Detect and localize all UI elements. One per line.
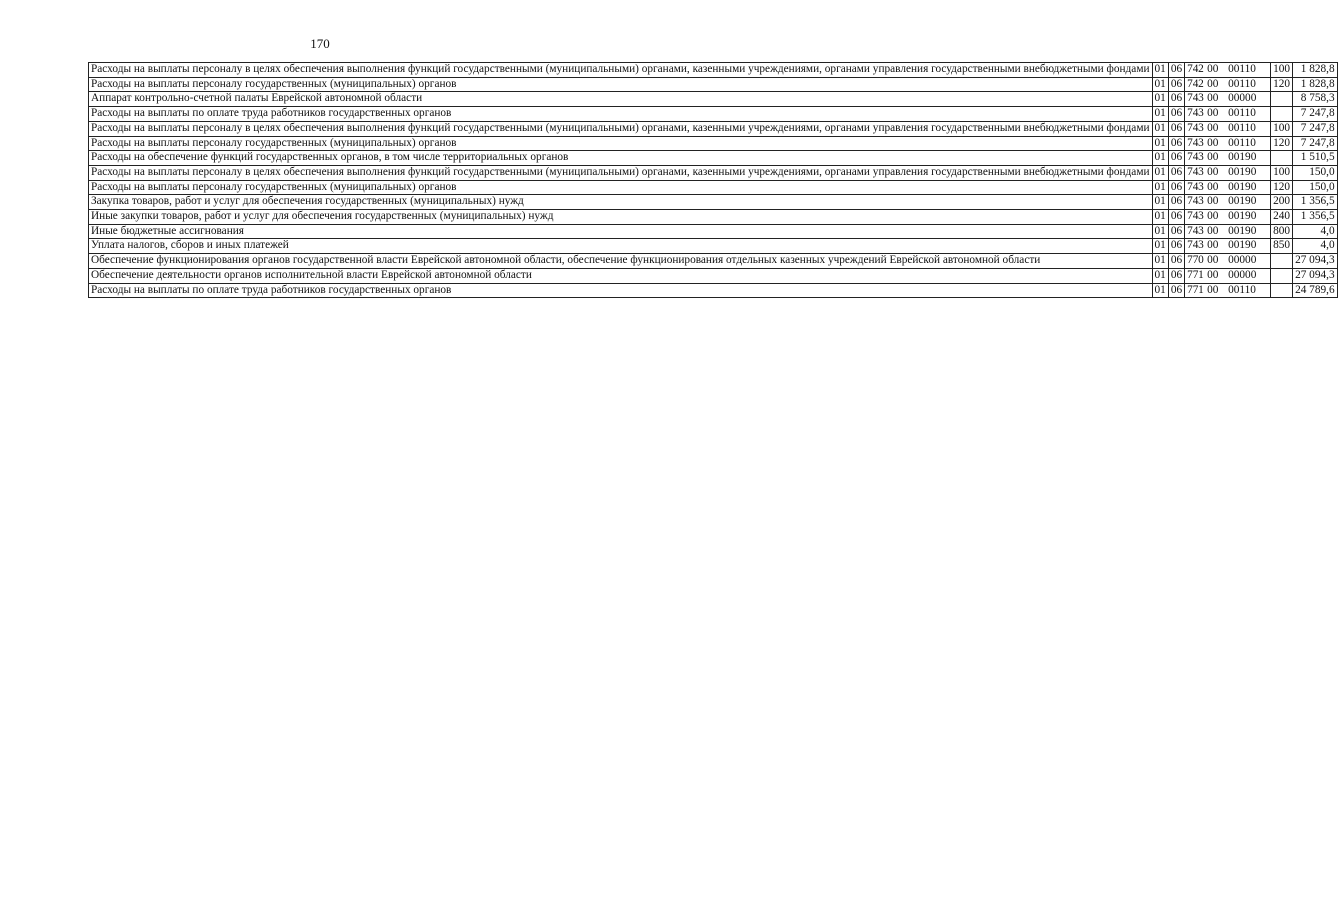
target-article-code-cell xyxy=(1185,254,1271,269)
subsection-code-cell: 06 xyxy=(1168,195,1184,210)
expense-name-cell: Расходы на выплаты персоналу государственных (муниципальных) органов xyxy=(89,180,1153,195)
target-article-code-cell xyxy=(1185,121,1271,136)
amount-cell: 7 247,8 xyxy=(1293,121,1338,136)
target-article-code-part: 3 xyxy=(1198,195,1204,208)
expense-name-cell: Расходы на выплаты персоналу государственных (муниципальных) органов xyxy=(89,136,1153,151)
target-article-code-part: 00110 xyxy=(1228,63,1256,75)
expense-name-cell: Иные бюджетные ассигнования xyxy=(89,224,1153,239)
target-article-code-part: 00 xyxy=(1207,180,1219,193)
table-row xyxy=(89,268,1338,283)
table-row xyxy=(89,165,1338,180)
target-article-code-part: 74 xyxy=(1187,195,1199,208)
budget-table-body xyxy=(89,63,1338,298)
table-row xyxy=(89,63,1338,78)
target-article-code-part: 00 xyxy=(1207,63,1219,75)
expense-name-cell: Аппарат контрольно-счетной палаты Еврейской автономной области xyxy=(89,92,1153,107)
target-article-code-part: 3 xyxy=(1198,121,1204,134)
amount-cell: 27 094,3 xyxy=(1293,254,1338,269)
target-article-code-part: 3 xyxy=(1198,224,1204,237)
target-article-code-part: 00000 xyxy=(1228,92,1257,105)
amount-cell: 4,0 xyxy=(1293,224,1338,239)
target-article-code-part: 00 xyxy=(1207,165,1219,178)
expense-type-code-cell: 200 xyxy=(1271,195,1293,210)
subsection-code-cell: 06 xyxy=(1168,121,1184,136)
expense-name-cell: Расходы на выплаты персоналу государственных (муниципальных) органов xyxy=(89,77,1153,92)
target-article-code-part: 00 xyxy=(1207,224,1219,237)
subsection-code-cell: 06 xyxy=(1168,165,1184,180)
target-article-code-part: 00 xyxy=(1207,107,1219,120)
target-article-code-part: 0 xyxy=(1198,254,1204,267)
expense-name-cell: Расходы на выплаты персоналу в целях обеспечения выполнения функций государственными (муниципальными) органами, казенными учреждениями, органами управления государственными внебюджетными фондами xyxy=(89,165,1153,180)
expense-name-cell: Обеспечение деятельности органов исполнительной власти Еврейской автономной области xyxy=(89,268,1153,283)
target-article-code-cell xyxy=(1185,107,1271,122)
target-article-code-cell xyxy=(1185,224,1271,239)
expense-name-cell: Закупка товаров, работ и услуг для обеспечения государственных (муниципальных) нужд xyxy=(89,195,1153,210)
target-article-code-part: 74 xyxy=(1187,63,1199,75)
section-code-cell: 01 xyxy=(1152,239,1168,254)
subsection-code-cell: 06 xyxy=(1168,239,1184,254)
target-article-code-part: 3 xyxy=(1198,136,1204,149)
target-article-code-part: 1 xyxy=(1198,268,1204,281)
expense-name-cell: Иные закупки товаров, работ и услуг для обеспечения государственных (муниципальных) нужд xyxy=(89,210,1153,225)
table-row xyxy=(89,151,1338,166)
target-article-code-part: 00 xyxy=(1207,151,1219,164)
table-row xyxy=(89,180,1338,195)
target-article-code-part: 2 xyxy=(1198,77,1204,90)
target-article-code-part: 00 xyxy=(1207,195,1219,208)
subsection-code-cell: 06 xyxy=(1168,268,1184,283)
expense-name-cell: Обеспечение функционирования органов государственной власти Еврейской автономной области, обеспечение функционирования отдельных казенных учреждений Еврейской автономной области xyxy=(89,254,1153,269)
target-article-code-cell xyxy=(1185,239,1271,254)
section-code-cell: 01 xyxy=(1152,136,1168,151)
expense-name-cell: Расходы на выплаты персоналу в целях обеспечения выполнения функций государственными (муниципальными) органами, казенными учреждениями, органами управления государственными внебюджетными фондами xyxy=(89,63,1153,78)
target-article-code-part: 00 xyxy=(1207,254,1219,267)
table-row xyxy=(89,77,1338,92)
target-article-code-part: 77 xyxy=(1187,268,1199,281)
subsection-code-cell: 06 xyxy=(1168,63,1184,78)
target-article-code-cell xyxy=(1185,165,1271,180)
expense-name-cell: Расходы на обеспечение функций государственных органов, в том числе территориальных органов xyxy=(89,151,1153,166)
section-code-cell: 01 xyxy=(1152,180,1168,195)
target-article-code-cell xyxy=(1185,63,1271,78)
target-article-code-part: 00190 xyxy=(1228,195,1257,208)
target-article-code-part: 74 xyxy=(1187,136,1199,149)
table-row xyxy=(89,92,1338,107)
expense-type-code-cell: 240 xyxy=(1271,210,1293,225)
expense-name-cell: Расходы на выплаты по оплате труда работников государственных органов xyxy=(89,283,1153,298)
subsection-code-cell: 06 xyxy=(1168,224,1184,239)
target-article-code-cell xyxy=(1185,151,1271,166)
amount-cell: 27 094,3 xyxy=(1293,268,1338,283)
target-article-code-part: 00 xyxy=(1207,210,1219,223)
expense-type-code-cell: 850 xyxy=(1271,239,1293,254)
target-article-code-part: 3 xyxy=(1198,92,1204,105)
target-article-code-part: 74 xyxy=(1187,210,1199,223)
target-article-code-cell xyxy=(1185,268,1271,283)
target-article-code-part: 77 xyxy=(1187,283,1199,296)
section-code-cell: 01 xyxy=(1152,151,1168,166)
subsection-code-cell: 06 xyxy=(1168,92,1184,107)
section-code-cell: 01 xyxy=(1152,283,1168,298)
expense-name-cell: Расходы на выплаты персоналу в целях обеспечения выполнения функций государственными (муниципальными) органами, казенными учреждениями, органами управления государственными внебюджетными фондами xyxy=(89,121,1153,136)
target-article-code-cell xyxy=(1185,77,1271,92)
table-row xyxy=(89,121,1338,136)
amount-cell: 4,0 xyxy=(1293,239,1338,254)
section-code-cell: 01 xyxy=(1152,77,1168,92)
target-article-code-part: 00110 xyxy=(1228,136,1256,149)
target-article-code-part: 00 xyxy=(1207,121,1219,134)
amount-cell: 150,0 xyxy=(1293,165,1338,180)
target-article-code-part: 00110 xyxy=(1228,107,1256,120)
amount-cell: 1 356,5 xyxy=(1293,210,1338,225)
target-article-code-part: 74 xyxy=(1187,180,1199,193)
table-row xyxy=(89,239,1338,254)
target-article-code-part: 00190 xyxy=(1228,224,1257,237)
section-code-cell: 01 xyxy=(1152,92,1168,107)
subsection-code-cell: 06 xyxy=(1168,210,1184,225)
target-article-code-part: 00110 xyxy=(1228,283,1256,296)
expense-type-code-cell: 100 xyxy=(1271,121,1293,136)
expense-type-code-cell xyxy=(1271,268,1293,283)
expense-type-code-cell xyxy=(1271,254,1293,269)
target-article-code-cell xyxy=(1185,210,1271,225)
amount-cell: 7 247,8 xyxy=(1293,136,1338,151)
section-code-cell: 01 xyxy=(1152,121,1168,136)
subsection-code-cell: 06 xyxy=(1168,254,1184,269)
expense-type-code-cell: 100 xyxy=(1271,63,1293,78)
subsection-code-cell: 06 xyxy=(1168,283,1184,298)
target-article-code-part: 1 xyxy=(1198,283,1204,296)
expense-type-code-cell: 120 xyxy=(1271,77,1293,92)
target-article-code-part: 3 xyxy=(1198,210,1204,223)
expense-type-code-cell: 800 xyxy=(1271,224,1293,239)
table-row xyxy=(89,195,1338,210)
target-article-code-part: 77 xyxy=(1187,254,1199,267)
target-article-code-part: 74 xyxy=(1187,107,1199,120)
amount-cell: 1 828,8 xyxy=(1293,63,1338,78)
subsection-code-cell: 06 xyxy=(1168,180,1184,195)
section-code-cell: 01 xyxy=(1152,268,1168,283)
target-article-code-part: 00190 xyxy=(1228,210,1257,223)
target-article-code-part: 00190 xyxy=(1228,165,1257,178)
subsection-code-cell: 06 xyxy=(1168,107,1184,122)
expense-type-code-cell xyxy=(1271,92,1293,107)
section-code-cell: 01 xyxy=(1152,254,1168,269)
amount-cell: 150,0 xyxy=(1293,180,1338,195)
target-article-code-part: 00 xyxy=(1207,136,1219,149)
expense-type-code-cell: 120 xyxy=(1271,180,1293,195)
target-article-code-part: 00190 xyxy=(1228,151,1257,164)
section-code-cell: 01 xyxy=(1152,210,1168,225)
target-article-code-part: 74 xyxy=(1187,92,1199,105)
amount-cell: 24 789,6 xyxy=(1293,283,1338,298)
expense-type-code-cell xyxy=(1271,107,1293,122)
target-article-code-part: 00 xyxy=(1207,92,1219,105)
target-article-code-part: 74 xyxy=(1187,165,1199,178)
amount-cell: 1 356,5 xyxy=(1293,195,1338,210)
target-article-code-part: 3 xyxy=(1198,239,1204,252)
expense-type-code-cell xyxy=(1271,283,1293,298)
expense-type-code-cell: 120 xyxy=(1271,136,1293,151)
target-article-code-cell xyxy=(1185,136,1271,151)
table-row xyxy=(89,136,1338,151)
target-article-code-part: 00190 xyxy=(1228,239,1257,252)
table-row xyxy=(89,107,1338,122)
amount-cell: 7 247,8 xyxy=(1293,107,1338,122)
section-code-cell: 01 xyxy=(1152,107,1168,122)
target-article-code-cell xyxy=(1185,283,1271,298)
target-article-code-part: 74 xyxy=(1187,77,1199,90)
section-code-cell: 01 xyxy=(1152,63,1168,78)
subsection-code-cell: 06 xyxy=(1168,151,1184,166)
target-article-code-part: 00 xyxy=(1207,77,1219,90)
target-article-code-part: 00110 xyxy=(1228,121,1256,134)
table-row xyxy=(89,283,1338,298)
target-article-code-part: 00190 xyxy=(1228,180,1257,193)
target-article-code-part: 3 xyxy=(1198,165,1204,178)
target-article-code-part: 3 xyxy=(1198,151,1204,164)
page-number: 170 xyxy=(310,36,330,51)
target-article-code-part: 2 xyxy=(1198,63,1204,75)
budget-table xyxy=(88,62,1338,298)
table-row xyxy=(89,210,1338,225)
expense-type-code-cell: 100 xyxy=(1271,165,1293,180)
target-article-code-part: 00000 xyxy=(1228,254,1257,267)
amount-cell: 1 510,5 xyxy=(1293,151,1338,166)
target-article-code-cell xyxy=(1185,180,1271,195)
table-row xyxy=(89,254,1338,269)
table-row xyxy=(89,224,1338,239)
expense-name-cell: Уплата налогов, сборов и иных платежей xyxy=(89,239,1153,254)
section-code-cell: 01 xyxy=(1152,224,1168,239)
section-code-cell: 01 xyxy=(1152,165,1168,180)
subsection-code-cell: 06 xyxy=(1168,77,1184,92)
expense-type-code-cell xyxy=(1271,151,1293,166)
target-article-code-cell xyxy=(1185,92,1271,107)
target-article-code-cell xyxy=(1185,195,1271,210)
target-article-code-part: 74 xyxy=(1187,239,1199,252)
target-article-code-part: 3 xyxy=(1198,180,1204,193)
target-article-code-part: 00 xyxy=(1207,268,1219,281)
target-article-code-part: 00 xyxy=(1207,239,1219,252)
target-article-code-part: 74 xyxy=(1187,224,1199,237)
expense-name-cell: Расходы на выплаты по оплате труда работников государственных органов xyxy=(89,107,1153,122)
target-article-code-part: 00 xyxy=(1207,283,1219,296)
amount-cell: 1 828,8 xyxy=(1293,77,1338,92)
amount-cell: 8 758,3 xyxy=(1293,92,1338,107)
target-article-code-part: 74 xyxy=(1187,121,1199,134)
subsection-code-cell: 06 xyxy=(1168,136,1184,151)
target-article-code-part: 00000 xyxy=(1228,268,1257,281)
target-article-code-part: 3 xyxy=(1198,107,1204,120)
target-article-code-part: 74 xyxy=(1187,151,1199,164)
section-code-cell: 01 xyxy=(1152,195,1168,210)
target-article-code-part: 00110 xyxy=(1228,77,1256,90)
